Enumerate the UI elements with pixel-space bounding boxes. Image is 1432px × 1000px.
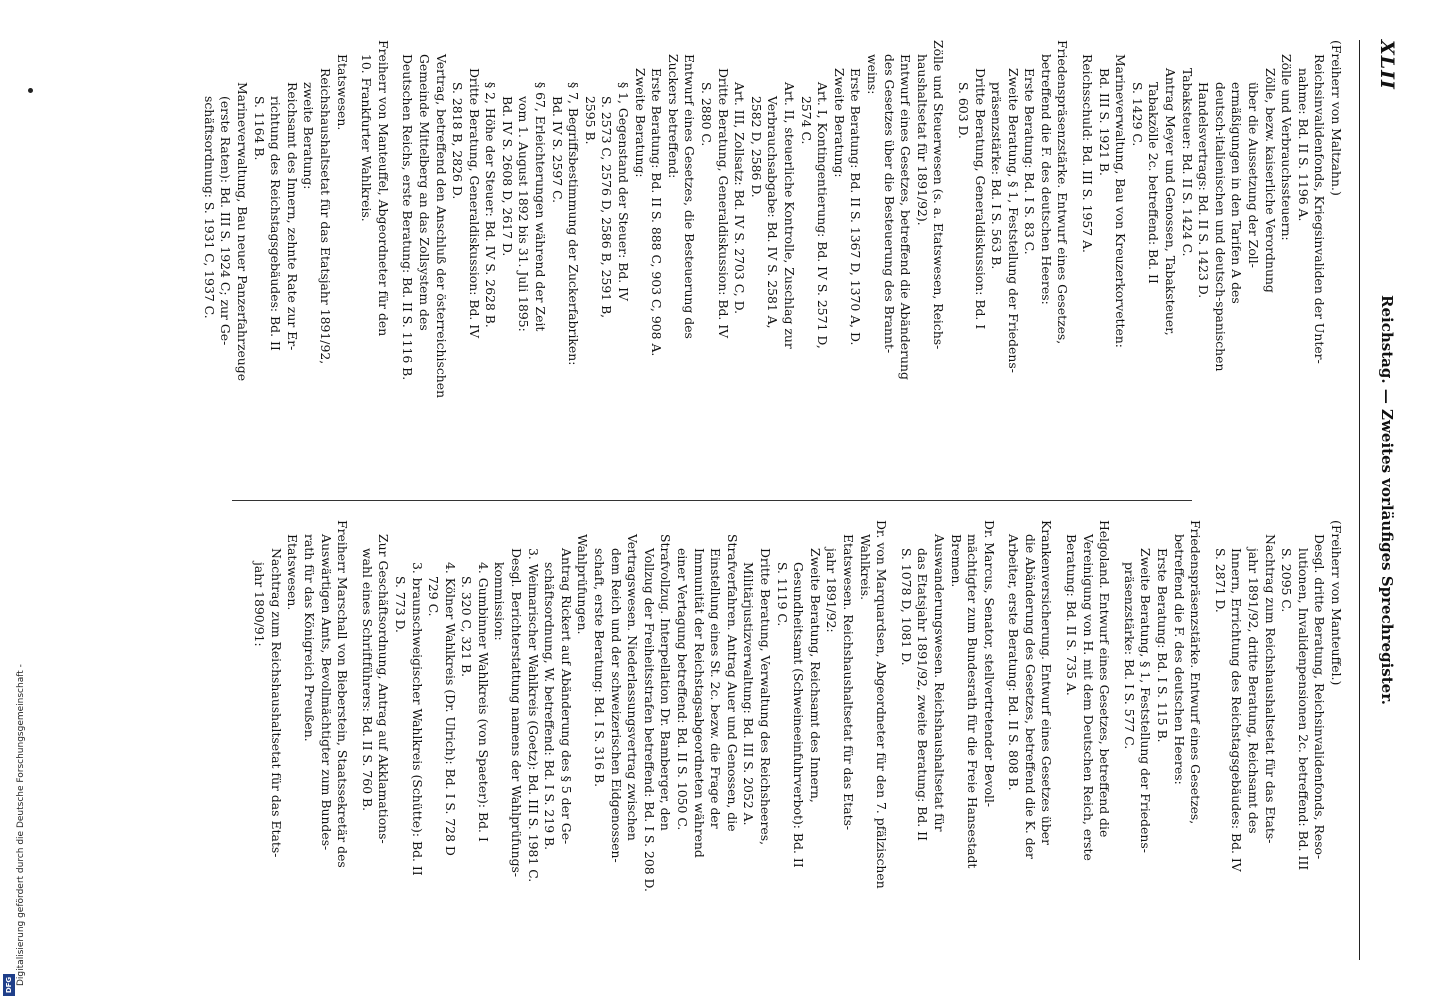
register-line: Nachtrag zum Reichshaushaltsetat für das Etats-: [268, 548, 284, 858]
register-line: § 2, Höhe der Steuer: Bd. IV S. 2628 B.: [483, 82, 499, 328]
register-line: wahl eines Schriftführers: Bd. II S. 760 B.: [359, 548, 375, 812]
register-line: Reichsschuld: Bd. III S. 1957 A.: [1080, 54, 1096, 253]
register-line: S. 2880 C.: [699, 82, 715, 147]
register-line: Zölle und Steuerwesen (s. a. Etatswesen, Reichs-: [931, 40, 947, 350]
register-line: S. 603 D.: [955, 82, 971, 139]
register-line: Bremen.: [948, 534, 964, 588]
register-line: Dritte Beratung, Generaldiskussion: Bd. IV: [715, 68, 731, 339]
page-title: Reichstag. — Zweites vorläufiges Sprechregister.: [1378, 295, 1396, 705]
register-line: Wahlkreis.: [857, 534, 873, 601]
register-line: über die Aussetzung der Zoll-: [1246, 82, 1262, 268]
register-line: S. 2573 C, 2576 D, 2586 B, 2591 B,: [599, 96, 615, 319]
register-line: Etatswesen. Reichshaushaltsetat für das Etats-: [840, 534, 856, 831]
register-line: Reichshaushaltsetat für das Etatsjahr 1891/92,: [317, 68, 333, 365]
register-line: [1203, 520, 1211, 960]
register-line: Militärjustizverwaltung: Bd. III S. 2052 A.: [741, 562, 757, 826]
register-line: haushaltsetat für 1891/92).: [914, 54, 930, 226]
register-line: betreffend die F. des deutschen Heeres:: [1171, 534, 1187, 785]
register-line: richtung des Reichstagsgebäudes: Bd. II: [268, 96, 284, 351]
register-line: jahr 1891/92:: [824, 548, 840, 633]
register-line: 10. Frankfurter Wahlkreis.: [359, 54, 375, 222]
register-line: Zuckers betreffend:: [665, 54, 681, 179]
register-line: Marineverwaltung, Bau neuer Panzerfahrzeuge: [235, 82, 250, 382]
register-line: Wahlprüfungen.: [575, 534, 591, 635]
register-line: weins:: [864, 54, 880, 95]
register-line: Helgoland. Entwurf eines Gesetzes, betreffend die: [1097, 520, 1113, 838]
register-line: Vertragswesen. Niederlassungsvertrag zwischen: [625, 534, 641, 841]
register-line: Nachtrag zum Reichshaushaltsetat für das Etats-: [1262, 534, 1278, 844]
register-line: 3. braunschweigischer Wahlkreis (Schütte): Bd. II: [409, 562, 425, 876]
register-line: Arbeiter, erste Beratung: Bd. II S. 808 B.: [1006, 534, 1022, 791]
register-line: Antrag Meyer und Genossen, Tabaksteuer,: [1163, 68, 1179, 336]
register-line: S. 1164 B.: [251, 96, 267, 161]
register-line: Reichsinvalidenfonds, Kriegsinvaliden der Unter-: [1312, 54, 1328, 364]
register-line: Innern, Errichtung des Reichstagsgebäudes: Bd. IV: [1229, 548, 1245, 872]
register-line: S. 2095 C.: [1279, 548, 1295, 613]
register-line: Strafvollzug. Interpellation Dr. Bamberger, den: [658, 534, 674, 831]
register-line: [1055, 520, 1063, 960]
register-line: 4. Kölner Wahlkreis (Dr. Ulrich): Bd. I S. 728 D: [442, 562, 458, 856]
register-line: Vollzug der Freiheitsstrafen betreffend: Bd. I S. 208 D.: [641, 548, 657, 892]
register-line: Friedenspräsenzstärke. Entwurf eines Gesetzes,: [1055, 40, 1071, 345]
register-line: Gemeinde Mittelberg an das Zollsystem des: [416, 54, 432, 331]
register-line: [889, 520, 897, 960]
register-line: Vereinigung von H. mit dem Deutschen Reich, erste: [1080, 534, 1096, 861]
register-line: präsenzstärke: Bd. I S. 577 C.: [1121, 562, 1137, 750]
register-line: Zur Geschäftsordnung, Antrag auf Akklamations-: [376, 534, 392, 844]
register-line: (Freiherr von Maltzahn.): [1329, 40, 1344, 196]
register-line: § 7, Begriffsbestimmung der Zuckerfabriken:: [566, 82, 582, 366]
register-line: Zölle, bezw. kaiserliche Verordnung: [1262, 68, 1278, 293]
register-line: Zweite Beratung:: [632, 68, 648, 178]
register-line: S. 2871 D.: [1212, 548, 1228, 613]
register-line: Verbrauchsabgabe: Bd. IV S. 2581 A,: [765, 96, 781, 329]
dfg-logo: DFG: [3, 974, 15, 996]
column-divider: [232, 500, 1192, 501]
register-line: Erste Beratung: Bd. I S. 83 C.: [1022, 68, 1038, 255]
register-line: Entwurf eines Gesetzes, betreffend die Abänderung: [898, 54, 914, 380]
register-line: [997, 520, 1005, 960]
register-line: das Etatsjahr 1891/92, zweite Beratung: Bd. II: [915, 548, 931, 841]
register-line: Reichsamt des Innern, zehnte Rate zur Er-: [284, 82, 300, 351]
register-line: ermäßigungen in den Tarifen A des: [1229, 82, 1245, 304]
register-line: 2574 C.: [798, 96, 814, 145]
register-line: betreffend die F. des deutschen Heeres:: [1038, 54, 1054, 305]
register-line: schäftsordnung: S. 1931 C, 1937 C.: [201, 96, 217, 319]
register-line: jahr 1890/91:: [252, 562, 268, 647]
register-line: mächtigter zum Bundesrath für die Freie Hansestadt: [965, 534, 981, 869]
register-line: [1071, 40, 1079, 480]
register-line: schäftsordnung, W. betreffend: Bd. I S. 219 B.: [542, 562, 558, 851]
register-line: rath für das Königreich Preußen.: [301, 534, 317, 742]
register-line: Art. I, Kontingentierung: Bd. IV S. 2571 D,: [815, 82, 831, 349]
register-line: Desgl. Berichterstattung namens der Wahlprüfungs-: [509, 548, 525, 878]
page-number: XLII: [1376, 40, 1398, 90]
register-line: S. 773 D.: [392, 576, 408, 633]
register-line: S. 1078 D, 1081 D.: [898, 548, 914, 666]
register-line: Tabaksteuer: Bd. II S. 1424 C.: [1179, 68, 1195, 257]
register-line: § 67, Erleichterungen während der Zeit: [533, 82, 549, 332]
register-line: Bd. IV S. 2608 D, 2617 D.: [499, 96, 515, 257]
register-line: 729 C.: [426, 576, 442, 617]
register-line: 2582 D, 2586 D.: [748, 96, 764, 198]
running-header: [1359, 40, 1404, 960]
register-line: Zweite Beratung, § 1, Feststellung der Friedens-: [1005, 68, 1021, 373]
register-line: Bd. IV S. 2597 C.: [549, 96, 565, 204]
register-line: Beratung: Bd. II S. 735 A.: [1064, 534, 1080, 696]
register-line: Zweite Beratung, § 1, Feststellung der Friedens-: [1138, 548, 1154, 853]
register-line: Freiherr Marschall von Bieberstein, Staatssekretär des: [335, 520, 351, 868]
register-line: Etatswesen.: [334, 54, 350, 131]
register-line: S. 1429 C.: [1129, 82, 1145, 147]
register-line: nahme: Bd. II S. 1196 A.: [1295, 68, 1311, 222]
register-line: [946, 40, 954, 480]
register-line: 3. Weimarischer Wahlkreis (Goetz): Bd. III S. 1981 C.: [525, 548, 541, 883]
register-line: Etatswesen.: [285, 534, 301, 611]
register-line: S. 1119 C.: [774, 562, 790, 627]
register-line: [350, 520, 358, 960]
register-line: Friedenspräsenzstärke. Entwurf eines Gesetzes,: [1188, 520, 1204, 825]
register-line: Zweite Beratung:: [831, 68, 847, 178]
register-line: jahr 1891/92, dritte Beratung, Reichsamt des: [1246, 548, 1262, 834]
right-text-column: [251, 520, 1344, 960]
register-line: Tabakzölle 2c. betreffend: Bd. II: [1146, 82, 1162, 284]
register-line: Art. II, steuerliche Kontrolle, Zuschlag zur: [782, 82, 797, 349]
register-line: schaft, erste Beratung: Bd. I S. 316 B.: [592, 548, 608, 788]
register-line: Einstellung eines St. 2c. bezw. die Frage der: [708, 548, 724, 829]
register-line: 4. Gumbinner Wahlkreis (von Spaeter): Bd. I: [475, 562, 491, 842]
register-line: deutsch-italienischen und deutsch-spanischen: [1212, 82, 1228, 372]
register-line: Erste Beratung: Bd. I S. 115 B.: [1155, 548, 1171, 743]
register-line: Dritte Beratung, Generaldiskussion: Bd. I: [972, 68, 988, 330]
register-line: Marineverwaltung, Bau von Kreuzerkorvetten:: [1113, 54, 1129, 348]
register-line: einer Vertagung betreffend: Bd. II S. 1050 C.: [675, 548, 691, 831]
digitization-footer: [4, 396, 26, 996]
register-line: Dritte Beratung, Generaldiskussion: Bd. IV: [466, 68, 482, 339]
register-line: Dr. Marcus, Senator, stellvertretender Bevoll-: [981, 520, 997, 808]
register-line: Deutschen Reichs, erste Beratung: Bd. II S. 1116 B.: [400, 54, 416, 381]
register-line: zweite Beratung:: [301, 82, 317, 190]
footer-text: Digitalisierung gefördert durch die Deutsche Forschungsgemeinschaft -: [16, 664, 26, 986]
register-line: die Abänderung des Gesetzes, betreffend die K. der: [1022, 534, 1038, 859]
register-line: Krankenversicherung. Entwurf eines Gesetzes über: [1039, 520, 1055, 846]
register-line: (Freiherr von Manteuffel.): [1329, 520, 1344, 686]
register-line: Desgl. dritte Beratung, Reichsinvalidenfonds, Reso-: [1312, 534, 1328, 860]
register-line: Zweite Beratung, Reichsamt des Innern,: [807, 548, 823, 803]
register-line: (erste Raten): Bd. III S. 1924 C; zur Ge-: [218, 96, 234, 346]
register-line: vom 1. August 1892 bis 31. Juli 1895:: [516, 96, 532, 332]
register-line: Erste Beratung: Bd. II S. 1367 D, 1370 A, D.: [848, 68, 864, 346]
register-line: Handelsvertrags: Bd. II S. 1423 D.: [1196, 82, 1212, 299]
ink-dot: [28, 88, 33, 93]
register-line: Auswanderungswesen. Reichshaushaltsetat für: [931, 534, 947, 832]
register-line: § 1, Gegenstand der Steuer: Bd. IV: [616, 82, 632, 301]
register-line: lutionen, Invalidenpensionen 2c. betreffend: Bd. III: [1295, 548, 1311, 871]
register-line: Entwurf eines Gesetzes, die Besteuerung des: [682, 54, 698, 339]
register-line: Immunität der Reichstagsabgeordneten während: [691, 548, 707, 858]
register-line: [350, 40, 358, 480]
register-line: Strafverfahren. Antrag Auer und Genossen, die: [724, 534, 740, 832]
register-line: Dritte Beratung, Verwaltung des Reichsheeres,: [758, 548, 773, 846]
register-line: S. 2818 B, 2826 D.: [450, 82, 466, 200]
register-line: Bd. III S. 1921 B.: [1096, 68, 1112, 176]
register-line: Freiherr von Manteuffel, Abgeordneter für den: [375, 40, 391, 337]
register-line: dem Reich und der schweizerischen Eidgenossen-: [608, 548, 624, 863]
register-line: Vertrag, betreffend den Anschluß der österreichischen: [433, 54, 449, 399]
register-line: Auswärtigen Amts, Bevollmächtigter zum Bundes-: [318, 534, 334, 851]
register-line: des Gesetzes über die Besteuerung des Brannt-: [881, 54, 897, 354]
register-line: kommission:: [492, 562, 508, 641]
register-line: Dr. von Marquardsen, Abgeordneter für den 7. pfälzischen: [874, 520, 890, 889]
register-line: S. 320 C, 321 B.: [459, 576, 475, 678]
register-line: Antrag Rickert auf Abänderung des § 5 der Ge-: [558, 548, 574, 845]
register-line: Erste Beratung: Bd. II S. 888 C, 903 C, 908 A.: [649, 68, 665, 357]
register-line: Gesundheitsamt (Schweineeinfuhrverbot): Bd. II: [791, 562, 807, 868]
register-line: Zölle und Verbrauchssteuern:: [1279, 54, 1295, 241]
register-line: 2595 B.: [582, 96, 598, 145]
register-line: [1112, 520, 1120, 960]
left-text-column: [200, 40, 1344, 480]
register-line: Art. III, Zollsatz: Bd. IV S. 2703 C, D.: [732, 82, 748, 315]
register-line: [391, 40, 399, 480]
register-line: präsenzstärke: Bd. I S. 563 B.: [989, 82, 1005, 270]
